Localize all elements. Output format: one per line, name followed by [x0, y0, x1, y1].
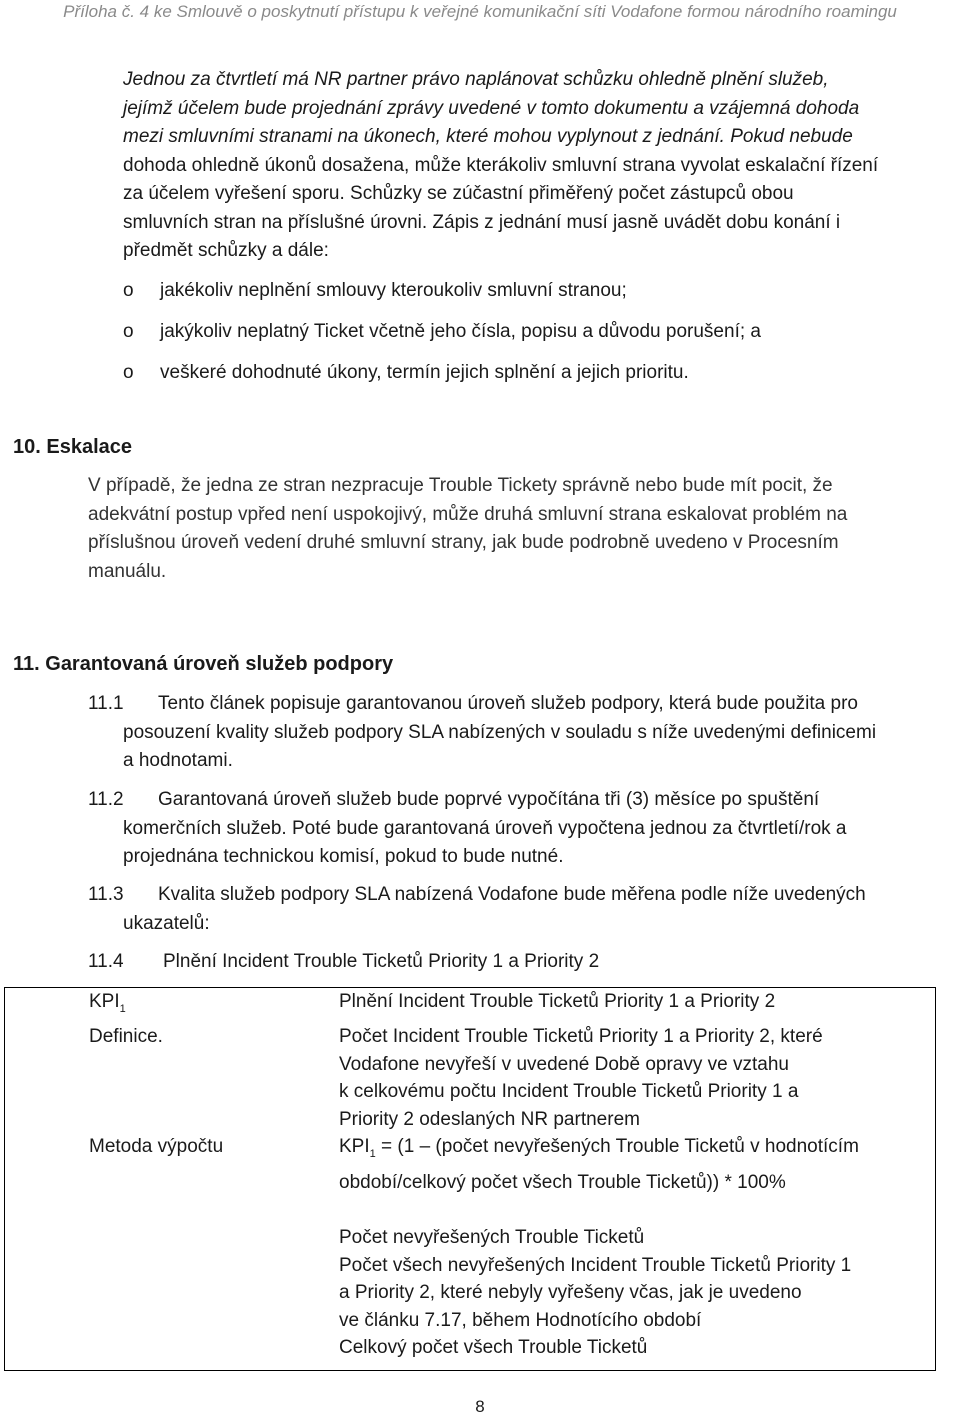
clause-line: Kvalita služeb podpory SLA nabízená Vodafone bude měřena podle níže uvedených	[158, 884, 866, 905]
clause-line: a hodnotami.	[123, 750, 233, 771]
kpi-value-cell: Plnění Incident Trouble Ticketů Priority 1 a Priority 2	[339, 988, 936, 1024]
intro-line: jejímž účelem bude projednání zprávy uvedené v tomto dokumentu a vzájemná dohoda	[123, 97, 860, 119]
method-line: ve článku 7.17, během Hodnotícího období	[339, 1309, 702, 1331]
method-line: a Priority 2, které nebyly vyřešeny včas, jak je uvedeno	[339, 1282, 802, 1304]
page-number: 8	[475, 1397, 485, 1416]
definition-line: k celkovému počtu Incident Trouble Ticketů Priority 1 a	[339, 1081, 799, 1103]
clause-11-1	[88, 690, 959, 776]
method-label: Metoda výpočtu	[5, 1133, 339, 1370]
clause-line: ukazatelů:	[123, 912, 210, 934]
section-11-heading: 11. Garantovaná úroveň služeb podpory	[13, 653, 394, 675]
bullet-marker: o	[123, 280, 134, 301]
definition-line: Počet Incident Trouble Ticketů Priority 1 a Priority 2, které	[339, 1026, 823, 1048]
paragraph-line: manuálu.	[88, 560, 167, 582]
clause-line: Plnění Incident Trouble Ticketů Priority 1 a Priority 2	[163, 951, 600, 972]
method-value-cell	[339, 1133, 936, 1370]
page-header	[0, 2, 960, 22]
clause-11-4	[88, 948, 959, 977]
list-item	[123, 277, 959, 318]
header-text: Příloha č. 4 ke Smlouvě o poskytnutí přístupu k veřejné komunikační síti Vodafone formou národního roamingu	[63, 2, 897, 21]
kpi-table	[4, 987, 936, 1371]
bullet-marker: o	[123, 321, 134, 342]
method-line: Počet všech nevyřešených Incident Trouble Ticketů Priority 1	[339, 1254, 852, 1276]
paragraph-line: V případě, že jedna ze stran nezpracuje Trouble Tickety správně nebo bude mít pocit, že	[88, 475, 833, 496]
definition-line: Priority 2 odeslaných NR partnerem	[339, 1108, 640, 1130]
paragraph-line: adekvátní postup vpřed není uspokojivý, může druhá smluvní strana eskalovat problém na	[88, 503, 848, 525]
intro-line: dohoda ohledně úkonů dosažena, může kterákoliv smluvní strana vyvolat eskalační řízení	[123, 154, 879, 176]
clause-11-3	[88, 881, 959, 938]
intro-line: Jednou za čtvrtletí má NR partner právo naplánovat schůzku ohledně plnění služeb,	[123, 69, 829, 90]
table-row	[5, 1023, 936, 1133]
clause-line: Garantovaná úroveň služeb bude poprvé vypočítána tři (3) měsíce po spuštění	[158, 789, 820, 810]
definition-line: Vodafone nevyřeší v uvedené Době opravy ve vztahu	[339, 1053, 789, 1075]
clause-line: Tento článek popisuje garantovanou úroveň služeb podpory, která bude použita pro	[158, 693, 858, 714]
clause-number: 11.4	[88, 951, 124, 972]
definition-label: Definice.	[89, 1026, 163, 1048]
formula-line	[339, 1133, 924, 1168]
clause-number: 11.2	[88, 789, 124, 810]
formula-prefix: KPI	[339, 1136, 370, 1158]
section-10-heading: 10. Eskalace	[13, 436, 132, 458]
bullet-text: veškeré dohodnuté úkony, termín jejich splnění a jejich prioritu.	[160, 362, 689, 383]
table-row	[5, 1133, 936, 1370]
clause-number: 11.3	[88, 884, 124, 905]
kpi-label-subscript: 1	[119, 1002, 126, 1015]
clause-line: projednána technickou komisí, pokud to bude nutné.	[123, 846, 564, 867]
kpi-label-cell	[5, 988, 339, 1024]
intro-line: předmět schůzky a dále:	[123, 240, 329, 261]
definition-value-cell	[339, 1023, 936, 1133]
clause-number: 11.1	[88, 693, 124, 714]
table-row	[5, 988, 936, 1024]
intro-bullet-list	[123, 277, 959, 400]
formula-subscript: 1	[369, 1148, 376, 1161]
bullet-marker: o	[123, 362, 134, 383]
list-item	[123, 359, 959, 400]
clause-line: posouzení kvality služeb podpory SLA nabízených v souladu s níže uvedenými definicemi	[123, 721, 877, 743]
method-line: Celkový počet všech Trouble Ticketů	[339, 1337, 648, 1359]
kpi-label: KPI	[89, 991, 120, 1012]
intro-paragraph	[123, 66, 959, 266]
bullet-text: jakékoliv neplnění smlouvy kteroukoliv smluvní stranou;	[160, 280, 627, 301]
list-item	[123, 318, 959, 359]
intro-line: za účelem vyřešení sporu. Schůzky se zúčastní přiměřený počet zástupců obou	[123, 183, 794, 204]
formula-line-2: období/celkový počet všech Trouble Ticketů)) * 100%	[339, 1171, 786, 1193]
method-line: Počet nevyřešených Trouble Ticketů	[339, 1227, 645, 1249]
formula-rest: = (1 – (počet nevyřešených Trouble Ticketů v hodnotícím	[375, 1136, 859, 1158]
intro-line: smluvních stran na příslušné úrovni. Zápis z jednání musí jasně uvádět dobu konání i	[123, 211, 841, 233]
clause-11-2	[88, 786, 959, 872]
section-10-paragraph	[88, 472, 959, 586]
clause-line: komerčních služeb. Poté bude garantovaná úroveň vypočtena jednou za čtvrtletí/rok a	[123, 817, 847, 839]
intro-line: mezi smluvními stranami na úkonech, které mohou vyplynout z jednání. Pokud nebude	[123, 126, 853, 147]
paragraph-line: příslušnou úroveň vedení druhé smluvní strany, jak bude podrobně uvedeno v Procesním	[88, 532, 839, 553]
bullet-text: jakýkoliv neplatný Ticket včetně jeho čísla, popisu a důvodu porušení; a	[160, 321, 761, 342]
